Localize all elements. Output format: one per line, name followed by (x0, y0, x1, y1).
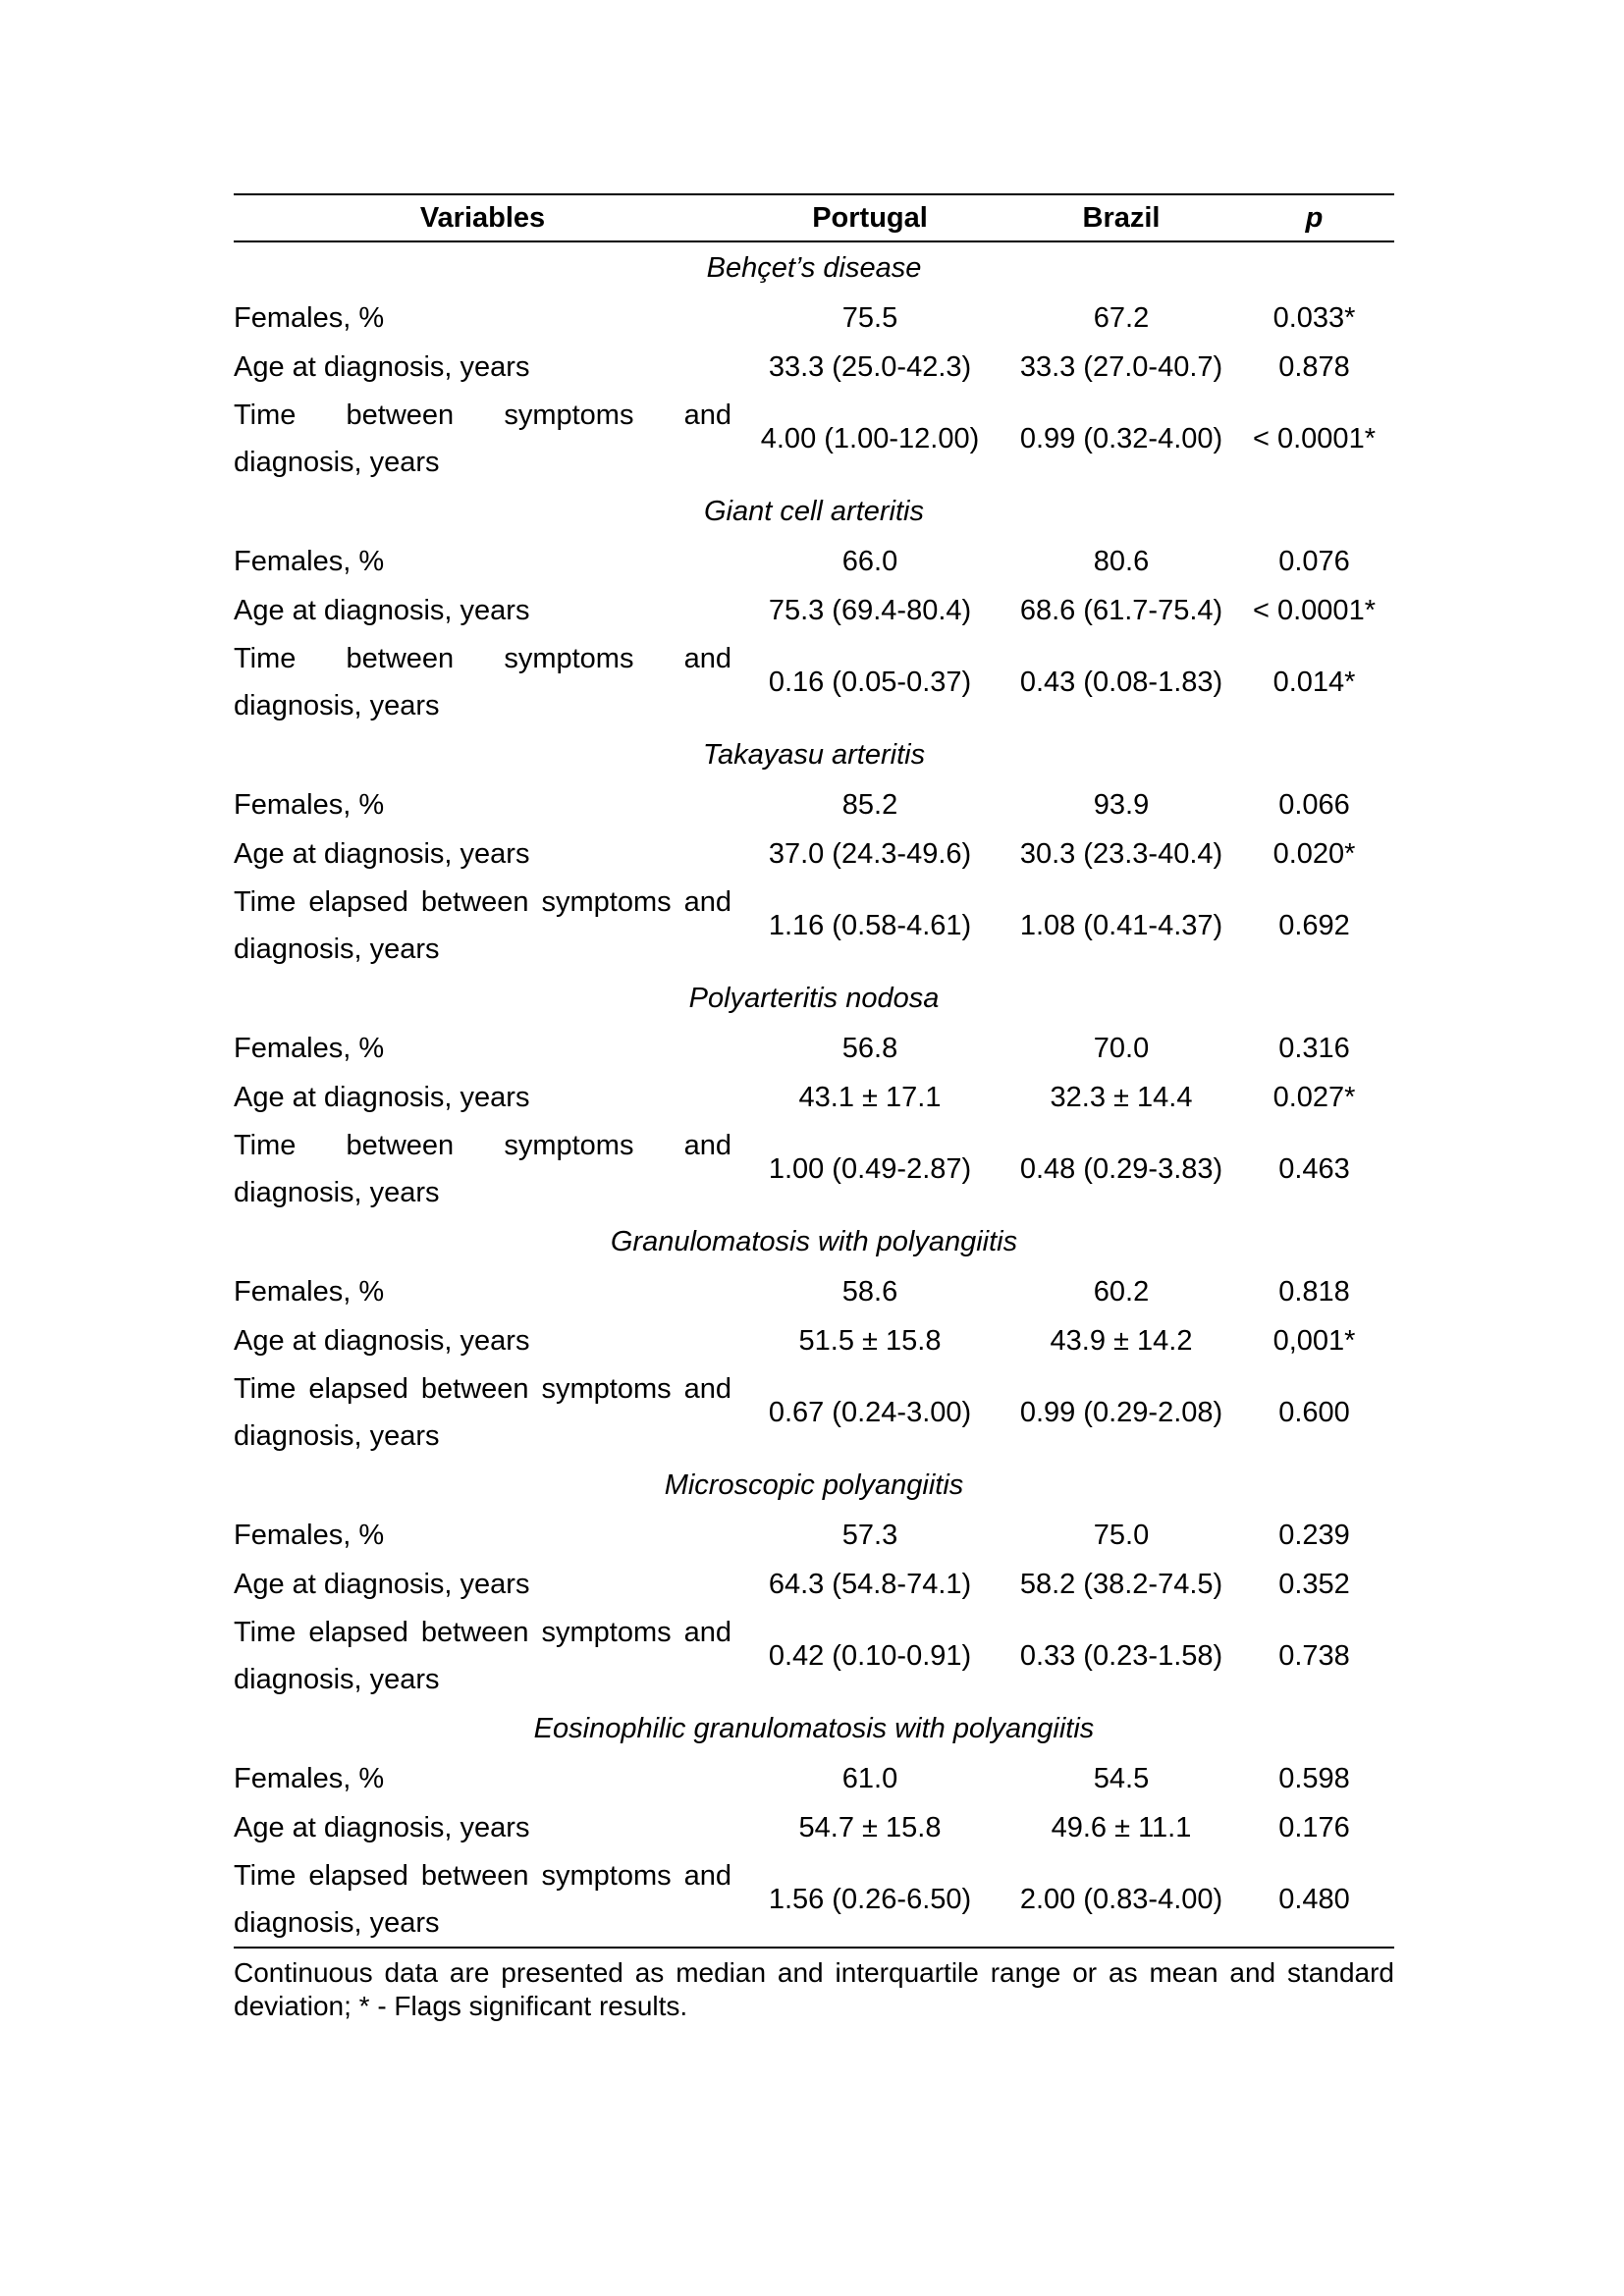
section-title: Microscopic polyangiitis (664, 1468, 964, 1501)
portugal-value: 1.56 (0.26-6.50) (768, 1883, 972, 1915)
section-row (234, 729, 1394, 780)
brazil-value: 49.6 ± 11.1 (1051, 1811, 1192, 1843)
variable-label-line-1: Time elapsed between symptoms and (234, 1860, 731, 1892)
brazil-value: 0.99 (0.29-2.08) (1019, 1396, 1223, 1428)
portugal-value: 37.0 (24.3-49.6) (768, 837, 972, 870)
section-row (234, 973, 1394, 1024)
p-value: 0.352 (1278, 1568, 1350, 1600)
variable-label (234, 1852, 731, 1948)
section-row (234, 1703, 1394, 1754)
column-header-variables: Variables (234, 194, 731, 241)
brazil-value: 80.6 (1093, 545, 1150, 577)
table-row (234, 343, 1394, 392)
brazil-value: 33.3 (27.0-40.7) (1019, 350, 1223, 383)
section-title: Behçet’s disease (706, 251, 922, 284)
portugal-value: 0.42 (0.10-0.91) (768, 1639, 972, 1672)
brazil-value: 54.5 (1093, 1762, 1150, 1794)
portugal-value: 75.5 (841, 301, 898, 334)
variable-label-line-1: Time between symptoms and (234, 1130, 731, 1161)
variable-label (234, 392, 731, 486)
variable-label: Females, % (234, 545, 385, 577)
footnote-line-1: Continuous data are presented as median and interquartile range or as mean and standard (234, 1957, 1394, 1988)
variable-label: Females, % (234, 301, 385, 334)
column-header-p: p (1234, 194, 1394, 241)
variable-label: Age at diagnosis, years (234, 594, 530, 626)
portugal-value: 61.0 (841, 1762, 898, 1794)
portugal-value: 0.16 (0.05-0.37) (768, 666, 972, 698)
portugal-value: 51.5 ± 15.8 (798, 1324, 942, 1357)
brazil-value: 67.2 (1093, 301, 1150, 334)
portugal-value: 64.3 (54.8-74.1) (768, 1568, 972, 1600)
table-footnote (234, 1956, 1394, 2023)
table-row (234, 1267, 1394, 1316)
table-row (234, 780, 1394, 829)
p-value: 0.463 (1278, 1152, 1350, 1185)
variable-label-line-1: Time elapsed between symptoms and (234, 886, 731, 918)
portugal-value: 33.3 (25.0-42.3) (768, 350, 972, 383)
p-value: 0.480 (1278, 1883, 1350, 1915)
section-title: Polyarteritis nodosa (688, 982, 940, 1014)
section-title: Eosinophilic granulomatosis with polyangiitis (533, 1712, 1095, 1744)
p-value: 0.316 (1278, 1032, 1350, 1064)
variable-label: Females, % (234, 1032, 385, 1064)
variable-label: Age at diagnosis, years (234, 1081, 530, 1113)
table-row (234, 829, 1394, 879)
brazil-value: 1.08 (0.41-4.37) (1019, 909, 1223, 941)
variable-label: Females, % (234, 1275, 385, 1308)
p-value: 0.878 (1278, 350, 1350, 383)
p-value: 0.692 (1278, 909, 1350, 941)
p-value: 0,001* (1272, 1324, 1356, 1357)
portugal-value: 43.1 ± 17.1 (798, 1081, 942, 1113)
brazil-value: 68.6 (61.7-75.4) (1019, 594, 1223, 626)
brazil-value: 0.48 (0.29-3.83) (1019, 1152, 1223, 1185)
section-row (234, 1216, 1394, 1267)
variable-label-line-2: diagnosis, years (234, 690, 440, 721)
portugal-value: 4.00 (1.00-12.00) (760, 422, 980, 454)
brazil-value: 93.9 (1093, 788, 1150, 821)
p-value: 0.066 (1278, 788, 1350, 821)
variable-label-line-2: diagnosis, years (234, 1664, 440, 1695)
document-page (234, 193, 1394, 2023)
table-row (234, 392, 1394, 486)
p-value: 0.818 (1278, 1275, 1350, 1308)
comparison-table (234, 193, 1394, 1949)
portugal-value: 56.8 (841, 1032, 898, 1064)
variable-label-line-1: Time between symptoms and (234, 643, 731, 674)
p-value: 0.598 (1278, 1762, 1350, 1794)
table-row (234, 1803, 1394, 1852)
p-value: 0.600 (1278, 1396, 1350, 1428)
variable-label-line-1: Time elapsed between symptoms and (234, 1617, 731, 1648)
table-header-row (234, 194, 1394, 241)
table-row (234, 635, 1394, 729)
table-row (234, 1511, 1394, 1560)
brazil-value: 75.0 (1093, 1519, 1150, 1551)
table-row (234, 1365, 1394, 1460)
table-row (234, 1852, 1394, 1948)
column-header-portugal: Portugal (731, 194, 1008, 241)
variable-label-line-1: Time between symptoms and (234, 400, 731, 431)
variable-label: Females, % (234, 1519, 385, 1551)
variable-label (234, 1609, 731, 1703)
portugal-value: 1.00 (0.49-2.87) (768, 1152, 972, 1185)
variable-label-line-1: Time elapsed between symptoms and (234, 1373, 731, 1405)
variable-label-line-2: diagnosis, years (234, 447, 440, 478)
brazil-value: 0.99 (0.32-4.00) (1019, 422, 1223, 454)
variable-label-line-2: diagnosis, years (234, 934, 440, 965)
variable-label: Age at diagnosis, years (234, 1568, 530, 1600)
section-title: Granulomatosis with polyangiitis (610, 1225, 1018, 1257)
variable-label: Age at diagnosis, years (234, 837, 530, 870)
variable-label: Age at diagnosis, years (234, 1811, 530, 1843)
footnote-line-2: deviation; * - Flags significant results. (234, 1991, 688, 2021)
p-value: 0.027* (1272, 1081, 1356, 1113)
variable-label: Females, % (234, 788, 385, 821)
brazil-value: 0.33 (0.23-1.58) (1019, 1639, 1223, 1672)
p-value: < 0.0001* (1253, 422, 1376, 454)
table-row (234, 1316, 1394, 1365)
portugal-value: 58.6 (841, 1275, 898, 1308)
portugal-value: 0.67 (0.24-3.00) (768, 1396, 972, 1428)
brazil-value: 30.3 (23.3-40.4) (1019, 837, 1223, 870)
variable-label (234, 1122, 731, 1216)
portugal-value: 54.7 ± 15.8 (798, 1811, 942, 1843)
table-row (234, 294, 1394, 343)
variable-label (234, 879, 731, 973)
table-row (234, 1754, 1394, 1803)
column-header-brazil: Brazil (1008, 194, 1234, 241)
section-row (234, 486, 1394, 537)
portugal-value: 57.3 (841, 1519, 898, 1551)
variable-label (234, 1365, 731, 1460)
table-row (234, 1073, 1394, 1122)
section-row (234, 241, 1394, 294)
p-value: < 0.0001* (1253, 594, 1376, 626)
variable-label: Females, % (234, 1762, 385, 1794)
variable-label: Age at diagnosis, years (234, 350, 530, 383)
section-title: Takayasu arteritis (702, 738, 926, 771)
brazil-value: 58.2 (38.2-74.5) (1019, 1568, 1223, 1600)
table-row (234, 537, 1394, 586)
table-row (234, 1024, 1394, 1073)
table-row (234, 1560, 1394, 1609)
variable-label-line-2: diagnosis, years (234, 1907, 440, 1939)
brazil-value: 43.9 ± 14.2 (1050, 1324, 1193, 1357)
brazil-value: 60.2 (1093, 1275, 1150, 1308)
brazil-value: 0.43 (0.08-1.83) (1019, 666, 1223, 698)
variable-label-line-2: diagnosis, years (234, 1177, 440, 1208)
section-title: Giant cell arteritis (703, 495, 924, 527)
brazil-value: 2.00 (0.83-4.00) (1019, 1883, 1223, 1915)
variable-label-line-2: diagnosis, years (234, 1420, 440, 1452)
table-row (234, 1609, 1394, 1703)
section-row (234, 1460, 1394, 1511)
table-row (234, 1122, 1394, 1216)
portugal-value: 1.16 (0.58-4.61) (768, 909, 972, 941)
table-row (234, 879, 1394, 973)
variable-label: Age at diagnosis, years (234, 1324, 530, 1357)
variable-label (234, 635, 731, 729)
p-value: 0.738 (1278, 1639, 1350, 1672)
p-value: 0.020* (1272, 837, 1356, 870)
table-row (234, 586, 1394, 635)
portugal-value: 66.0 (841, 545, 898, 577)
portugal-value: 85.2 (841, 788, 898, 821)
portugal-value: 75.3 (69.4-80.4) (768, 594, 972, 626)
p-value: 0.239 (1278, 1519, 1350, 1551)
brazil-value: 70.0 (1093, 1032, 1150, 1064)
p-value: 0.014* (1272, 666, 1356, 698)
p-value: 0.176 (1278, 1811, 1350, 1843)
p-value: 0.033* (1272, 301, 1356, 334)
p-value: 0.076 (1278, 545, 1350, 577)
brazil-value: 32.3 ± 14.4 (1050, 1081, 1193, 1113)
